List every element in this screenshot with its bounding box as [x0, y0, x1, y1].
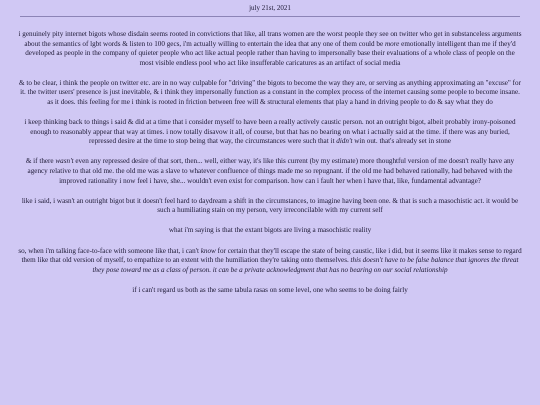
- paragraph-text: so, when i'm talking face-to-face with someone like that, i can't: [18, 246, 201, 255]
- paragraph-text: emotionally intelligent than me if they'd developed as people in the company of quieter people who act like actual people rather than having to impersonally base their evaluations of a whole class of people on the most visible endless pool who act like insufferable caricatures as an artifact of social media: [25, 39, 516, 67]
- post-paragraph: [18, 79, 522, 108]
- paragraph-text: even any repressed desire of that sort, then... well, either way, it's like this current (by my estimate) more thoughtful version of me doesn't really have any agency relative to that old me. the old me was a slave to whatever confluence of things made me so repugnant. if the old me had behaved rationally, had behaved with the improved rationality i now feel i have, she... wouldn't even exist for comparison. how can i fault her when i have that, like, fundamental advantage?: [27, 157, 515, 185]
- post-body: [18, 30, 522, 295]
- paragraph-text: for certain that they'll escape the state of being caustic, like i did, but it seems like it makes sense to regard them like that old version of myself, to empathize to an extent with the humiliation they're taking onto themselves.: [21, 246, 522, 265]
- paragraph-text: i keep thinking back to things i said & did at a time that i consider myself to have been a really actively caustic person. not an outright bigot, albeit probably irony-poisoned enough to reasonably appear that way at times. i now totally disavow it all, of course, but that has no bearing on what i actually said at the time. if there was any buried, repressed desire at the time to stop being that way, the circumstances were such that it: [24, 118, 516, 146]
- header-divider: [20, 16, 520, 17]
- post-paragraph: [18, 157, 522, 186]
- post-paragraph: [18, 286, 522, 296]
- post-paragraph: [18, 247, 522, 276]
- paragraph-text: i genuinely pity internet bigots whose disdain seems rooted in convictions that like, all trans women are the worst people they see on twitter who get in substanceless arguments about the semantics of lgbt words & listen to 100 gecs, i'm actually willing to entertain the idea that any one of them could be: [18, 30, 522, 48]
- emphasized-text: didn't: [336, 137, 353, 146]
- emphasized-text: know: [200, 246, 216, 255]
- emphasized-text: wasn't: [55, 157, 74, 166]
- emphasized-text: this doesn't have to be false balance that ignores the threat they pose toward me as a class of person. it can be a private acknowledgment that has no bearing on our social relationship: [92, 256, 519, 274]
- paragraph-text: like i said, i wasn't an outright bigot but it doesn't feel hard to daydream a shift in the circumstances, to imagine having been one. & that is such a masochistic act. it would be such a humiliating stain on my person, very irreconcilable with my current self: [21, 196, 519, 215]
- paragraph-text: & if there: [25, 157, 56, 166]
- emphasized-text: more: [384, 39, 400, 48]
- post-paragraph: [18, 197, 522, 216]
- post-date: july 21st, 2021: [249, 4, 291, 12]
- post-paragraph: [18, 118, 522, 147]
- post-paragraph: [18, 226, 522, 236]
- paragraph-text: & to be clear, i think the people on twitter etc. are in no way culpable for "driving" the bigots to become the way they are, or serving as anything approximating an "excuse" for it. the twitter users' presence is just inevitable, & i think they impersonally function as a constant in the complex process of the internet causing some people to become insane. as it does. this feeling for me i think is rooted in friction between free will & structural elements that play a hand in driving people to do & say what they do: [19, 78, 521, 107]
- post-paragraph: [18, 30, 522, 68]
- paragraph-text: win out. that's already set in stone: [352, 137, 451, 146]
- paragraph-text: what i'm saying is that the extant bigots are living a masochistic reality: [168, 226, 372, 235]
- paragraph-text: if i can't regard us both as the same tabula rasas on some level, one who seems to be doing fairly: [132, 285, 408, 294]
